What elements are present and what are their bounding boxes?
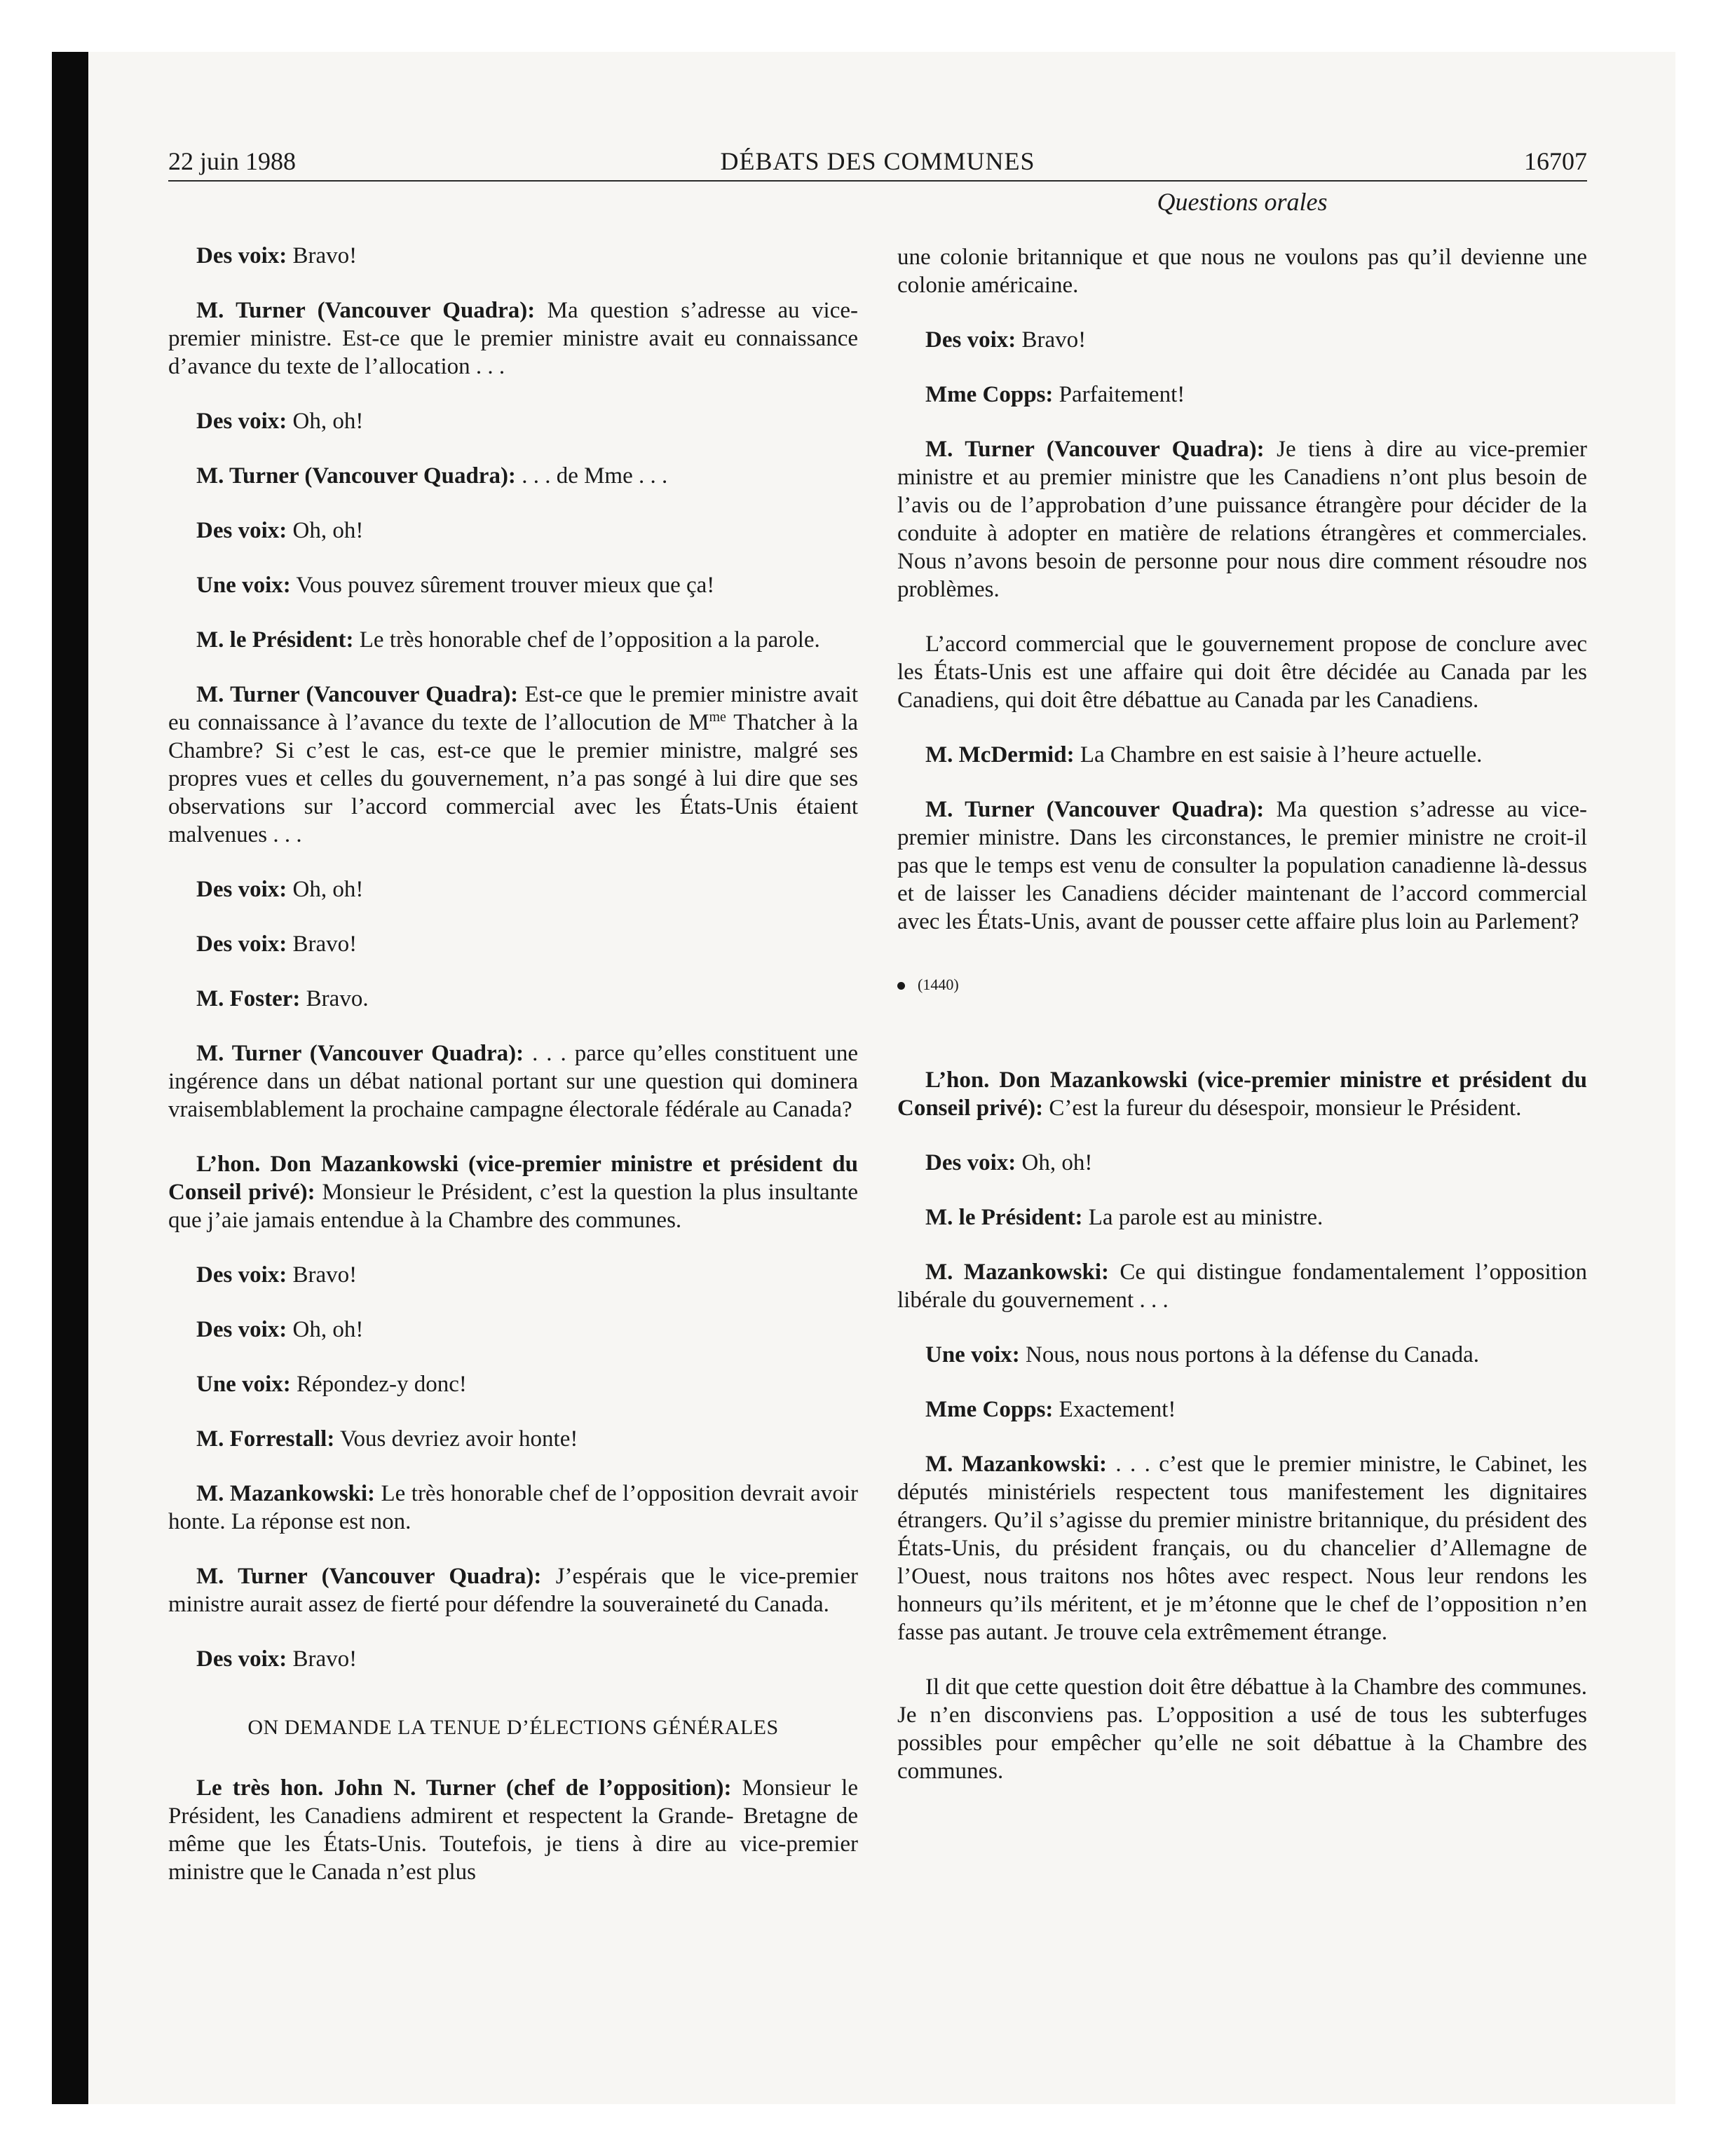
hansard-page: [168, 144, 1587, 2092]
speaker: Une voix:: [196, 573, 291, 598]
paragraph: [168, 1425, 858, 1453]
paragraph: [897, 1149, 1587, 1177]
binding-edge: [52, 52, 88, 2104]
speech-text: C’est la fureur du désespoir, monsieur le Président.: [1043, 1096, 1522, 1121]
superscript: me: [709, 709, 726, 725]
speech-text: Bravo!: [287, 243, 358, 268]
paragraph: [897, 326, 1587, 354]
speech-text: Je tiens à dire au vice-premier ministre et au premier ministre que les Canadiens n’ont plus besoin de l’avis ou de l’approbation d’une puissance étrangère pour décider de la conduite à adopter en matière de relations étrangères et commerciales. Nous n’avons besoin de personne pour nous dire comment résoudre nos problèmes.: [897, 437, 1587, 602]
speech-text: Oh, oh!: [287, 1317, 364, 1342]
speaker: Des voix:: [925, 1150, 1016, 1175]
speech-text: . . . de Mme . . .: [515, 463, 668, 489]
speech-text: Vous pouvez sûrement trouver mieux que ça!: [290, 573, 715, 598]
speaker: M. Turner (Vancouver Quadra):: [196, 1564, 542, 1589]
speaker: M. Foster:: [196, 986, 301, 1011]
paragraph: [897, 796, 1587, 936]
paragraph: [168, 571, 858, 599]
paragraph: [897, 1396, 1587, 1424]
subject-heading: ON DEMANDE LA TENUE D’ÉLECTIONS GÉNÉRALES: [247, 1716, 779, 1739]
speaker: Des voix:: [196, 1262, 287, 1288]
paragraph: [168, 517, 858, 545]
speaker: Une voix:: [925, 1342, 1020, 1367]
speaker: Des voix:: [196, 409, 287, 434]
speech-text: La parole est au ministre.: [1082, 1205, 1324, 1230]
paragraph: [168, 626, 858, 654]
paragraph: [168, 1261, 858, 1289]
paragraph: [897, 243, 1587, 299]
paragraph: [168, 1480, 858, 1536]
paragraph: [897, 741, 1587, 769]
speech-text: L’accord commercial que le gouvernement propose de conclure avec les États-Unis est une affaire qui doit être décidée au Canada par les Canadiens, qui doit être débattue au Canada par les Canadiens.: [897, 632, 1587, 713]
speaker: M. McDermid:: [925, 742, 1075, 767]
speaker: Des voix:: [925, 327, 1016, 353]
speaker: Mme Copps:: [925, 1397, 1054, 1422]
speaker: Des voix:: [196, 932, 287, 957]
speech-text: Le très honorable chef de l’opposition devrait avoir honte. La réponse est non.: [168, 1481, 858, 1534]
speaker: M. Turner (Vancouver Quadra):: [196, 463, 516, 489]
running-header: [168, 144, 1587, 182]
speech-text: Monsieur le Président, les Canadiens admirent et respectent la Grande- Bretagne de même que les États-Unis. Toutefois, je tiens à dire au vice-premier ministre que le Canada n’est plus: [168, 1775, 858, 1885]
speech-text: Thatcher à la Chambre? Si c’est le cas, est-ce que le premier ministre, malgré ses propres vues et celles du gouvernement, n’a pas songé à lui dire que ses observations sur l’accord commercial avec les États-Unis étaient malvenues . . .: [168, 710, 858, 847]
speech-text: Parfaitement!: [1053, 382, 1185, 407]
speaker: Des voix:: [196, 877, 287, 902]
timestamp-marker: [897, 976, 1587, 993]
paragraph: [897, 1341, 1587, 1369]
paragraph: [168, 681, 858, 849]
speaker: Des voix:: [196, 518, 287, 543]
header-title: DÉBATS DES COMMUNES: [720, 147, 1035, 175]
timestamp: (1440): [918, 976, 959, 993]
speaker: Des voix:: [196, 243, 287, 268]
speaker: M. Mazankowski:: [925, 1260, 1109, 1285]
paragraph: [897, 1203, 1587, 1231]
speaker: L’hon. Don Mazankowski (vice-premier ministre et président du Conseil privé):: [897, 1067, 1587, 1121]
speaker: Des voix:: [196, 1317, 287, 1342]
paragraph: [168, 1150, 858, 1234]
speech-text: Exactement!: [1053, 1397, 1176, 1422]
speaker: M. Turner (Vancouver Quadra):: [925, 437, 1265, 462]
paragraph: [168, 875, 858, 903]
header-date: 22 juin 1988: [168, 147, 297, 175]
speech-text: . . . c’est que le premier ministre, le Cabinet, les députés ministériels respectent tous manifestement les dignitaires étrangers. Qu’il s’agisse du premier ministre britannique, du président des États-Unis, du président français, ou du chancelier d’Allemagne de l’Ouest, nous traitons nos hôtes avec respect. Nous leur rendons les honneurs qu’ils méritent, et je m’étonne que le chef de l’opposition n’en fasse pas autant. Je trouve cela extrêmement étrange.: [897, 1452, 1587, 1645]
paragraph: [897, 1066, 1587, 1122]
paragraph: [897, 630, 1587, 714]
speech-text: Vous devriez avoir honte!: [334, 1426, 578, 1452]
paragraph: [168, 407, 858, 435]
speech-text: une colonie britannique et que nous ne voulons pas qu’il devienne une colonie américaine.: [897, 245, 1587, 298]
paragraph: [897, 1258, 1587, 1314]
speech-text: Oh, oh!: [287, 518, 364, 543]
section-title: Questions orales: [1157, 188, 1328, 216]
speech-text: Le très honorable chef de l’opposition a la parole.: [353, 627, 820, 653]
paragraph: [897, 435, 1587, 603]
speech-text: Ce qui distingue fondamentalement l’opposition libérale du gouvernement . . .: [897, 1260, 1587, 1313]
paragraph: [897, 381, 1587, 409]
paragraph: [168, 1039, 858, 1124]
speech-text: Oh, oh!: [287, 409, 364, 434]
speaker: M. Turner (Vancouver Quadra):: [925, 797, 1265, 822]
header-page-number: 16707: [1524, 147, 1587, 175]
speaker: M. le Président:: [196, 627, 354, 653]
speaker: Mme Copps:: [925, 382, 1054, 407]
speaker: M. le Président:: [925, 1205, 1083, 1230]
paragraph: [168, 930, 858, 958]
speech-text: Ma question s’adresse au vice-premier ministre. Dans les circonstances, le premier ministre ne croit-il pas que le temps est venu de consulter la population canadienne là-dessus et de laisser les Canadiens décider maintenant de l’accord commercial avec les États-Unis, avant de pousser cette affaire plus loin au Parlement?: [897, 797, 1587, 934]
left-column: [168, 242, 858, 1913]
paragraph: [168, 985, 858, 1013]
speaker: M. Mazankowski:: [196, 1481, 376, 1506]
speech-text: Répondez-y donc!: [290, 1372, 467, 1397]
speech-text: Oh, oh!: [1016, 1150, 1093, 1175]
speech-text: La Chambre en est saisie à l’heure actuelle.: [1074, 742, 1483, 767]
speaker: M. Mazankowski:: [925, 1452, 1107, 1477]
paragraph: [168, 296, 858, 381]
right-column: [897, 243, 1587, 1812]
paragraph: [897, 1673, 1587, 1785]
paragraph: [168, 242, 858, 270]
paragraph: [168, 1562, 858, 1618]
speech-text: Il dit que cette question doit être débattue à la Chambre des communes. Je n’en disconviens pas. L’opposition a usé de tous les subterfuges possibles pour empêcher qu’elle ne soit débattue à la Chambre des communes.: [897, 1674, 1587, 1784]
speech-text: Est-ce que le premier ministre avait eu connaissance à l’avance du texte de l’allocution de M: [168, 682, 858, 735]
speech-text: Monsieur le Président, c’est la question la plus insultante que j’aie jamais entendue à la Chambre des communes.: [168, 1180, 858, 1233]
speech-text: Bravo!: [287, 1646, 358, 1672]
speaker: M. Turner (Vancouver Quadra):: [196, 1041, 524, 1066]
speech-text: J’espérais que le vice-premier ministre aurait assez de fierté pour défendre la souveraineté du Canada.: [168, 1564, 858, 1617]
speaker: Des voix:: [196, 1646, 287, 1672]
speaker: L’hon. Don Mazankowski (vice-premier ministre et président du Conseil privé):: [168, 1152, 858, 1205]
paragraph: [168, 1370, 858, 1398]
paragraph: [168, 462, 858, 490]
speech-text: Ma question s’adresse au vice-premier ministre. Est-ce que le premier ministre avait eu connaissance d’avance du texte de l’allocation . . .: [168, 298, 858, 379]
speaker: M. Forrestall:: [196, 1426, 335, 1452]
speech-text: Bravo!: [287, 932, 358, 957]
speaker: M. Turner (Vancouver Quadra):: [196, 298, 536, 323]
speech-text: Nous, nous nous portons à la défense du Canada.: [1019, 1342, 1480, 1367]
paragraph: [168, 1645, 858, 1673]
bullet-icon: [897, 982, 905, 990]
speech-text: Bravo!: [287, 1262, 358, 1288]
speech-text: Oh, oh!: [287, 877, 364, 902]
paragraph: [897, 1450, 1587, 1646]
speech-text: Bravo.: [300, 986, 369, 1011]
speaker: Le très hon. John N. Turner (chef de l’opposition):: [196, 1775, 732, 1801]
speaker: Une voix:: [196, 1372, 291, 1397]
speaker: M. Turner (Vancouver Quadra):: [196, 682, 519, 707]
paragraph: [168, 1774, 858, 1886]
speech-text: Bravo!: [1016, 327, 1087, 353]
paragraph: [168, 1316, 858, 1344]
speech-text: . . . parce qu’elles constituent une ingérence dans un débat national portant sur une question qui dominera vraisemblablement la prochaine campagne électorale fédérale au Canada?: [168, 1041, 858, 1122]
